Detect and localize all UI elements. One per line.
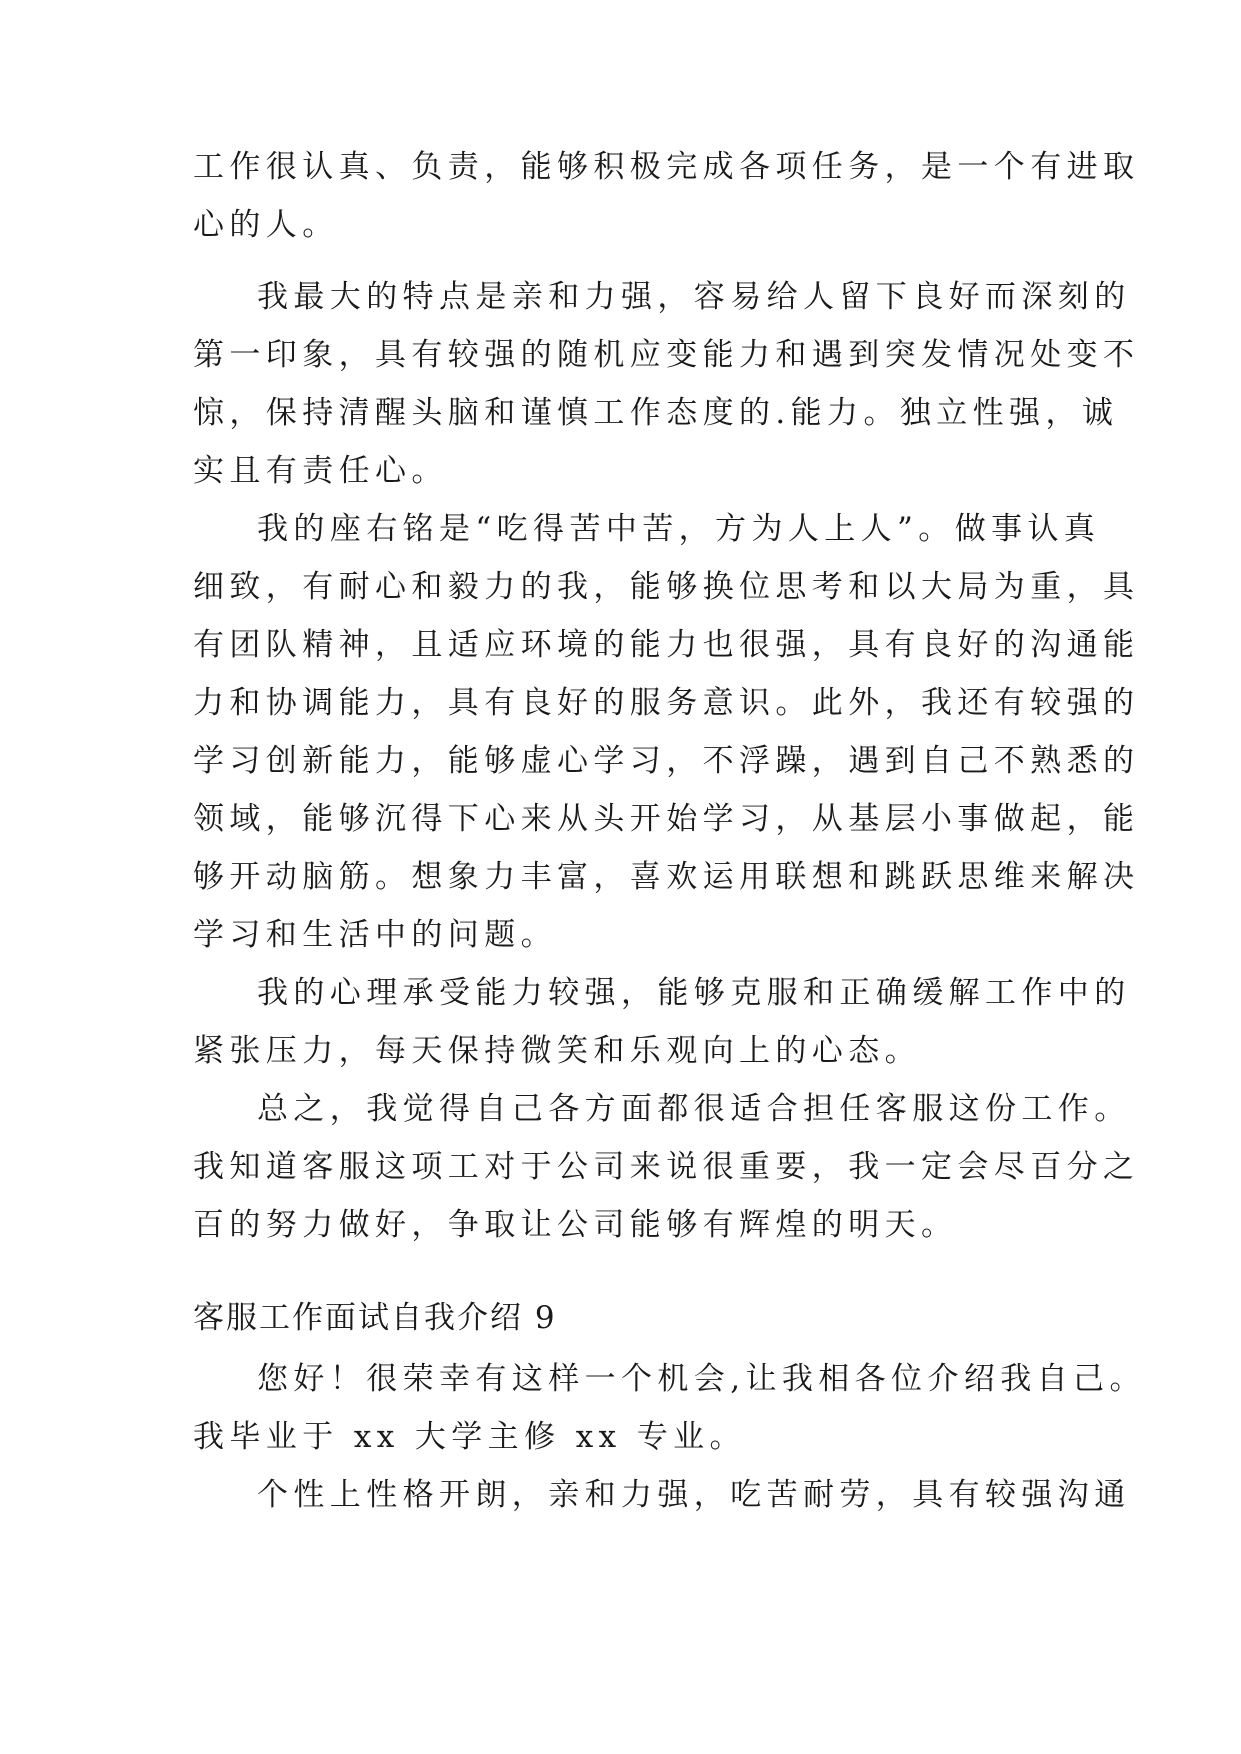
paragraph-line: 总之，我觉得自己各方面都很适合担任客服这份工作。 — [257, 1091, 1131, 1127]
paragraph-line: 实且有责任心。 — [193, 453, 448, 489]
paragraph-line: 够开动脑筋。想象力丰富，喜欢运用联想和跳跃思维来解决 — [193, 859, 1140, 895]
paragraph-line: 工作很认真、负责，能够积极完成各项任务，是一个有进取 — [193, 149, 1140, 185]
paragraph-line: 我最大的特点是亲和力强，容易给人留下良好而深刻的 — [257, 279, 1131, 315]
paragraph-line: 领域，能够沉得下心来从头开始学习，从基层小事做起，能 — [193, 801, 1140, 837]
paragraph-line: 第一印象，具有较强的随机应变能力和遇到突发情况处变不 — [193, 337, 1140, 373]
paragraph-line: 百的努力做好，争取让公司能够有辉煌的明天。 — [193, 1207, 958, 1243]
paragraph-line: 有团队精神，且适应环境的能力也很强，具有良好的沟通能 — [193, 627, 1140, 663]
paragraph-line: 您好！很荣幸有这样一个机会,让我相各位介绍我自己。 — [257, 1361, 1146, 1397]
paragraph-line: 学习和生活中的问题。 — [193, 917, 557, 953]
paragraph-line: 力和协调能力，具有良好的服务意识。此外，我还有较强的 — [193, 685, 1140, 721]
paragraph-line: 紧张压力，每天保持微笑和乐观向上的心态。 — [193, 1033, 921, 1069]
paragraph-line: 我毕业于 xx 大学主修 xx 专业。 — [193, 1419, 746, 1455]
paragraph-line: 细致，有耐心和毅力的我，能够换位思考和以大局为重，具 — [193, 569, 1140, 605]
paragraph-line: 惊，保持清醒头脑和谨慎工作态度的.能力。独立性强，诚 — [193, 395, 1119, 431]
paragraph-line: 个性上性格开朗，亲和力强，吃苦耐劳，具有较强沟通 — [257, 1477, 1131, 1513]
section-heading: 客服工作面试自我介绍 9 — [193, 1300, 557, 1336]
paragraph-line: 我知道客服这项工对于公司来说很重要，我一定会尽百分之 — [193, 1149, 1140, 1185]
paragraph-line: 我的座右铭是“吃得苦中苦，方为人上人”。做事认真 — [257, 511, 1101, 547]
paragraph-line: 心的人。 — [193, 207, 339, 243]
paragraph-line: 我的心理承受能力较强，能够克服和正确缓解工作中的 — [257, 975, 1131, 1011]
paragraph-line: 学习创新能力，能够虚心学习，不浮躁，遇到自己不熟悉的 — [193, 743, 1140, 779]
